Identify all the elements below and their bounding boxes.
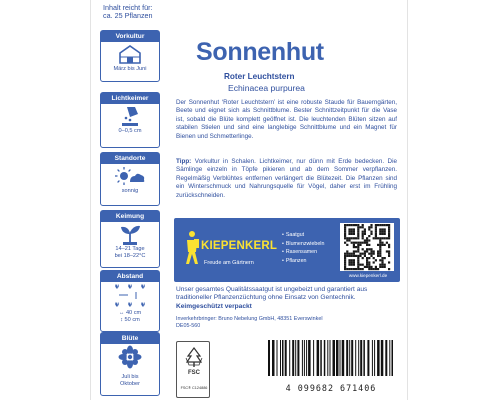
brand-slogan: Freude am Gärtnern bbox=[204, 260, 254, 266]
sidebar-box-standorte bbox=[100, 152, 160, 206]
seed-sowing-icon bbox=[101, 104, 159, 128]
sun-cloud-icon bbox=[101, 164, 159, 188]
sidebar-box-keimung bbox=[100, 210, 160, 268]
content-info-line1: Inhalt reicht für: bbox=[103, 3, 153, 12]
barcode-number: 4 099682 671406 bbox=[285, 383, 377, 393]
sidebar-text: bei 18–22°C bbox=[114, 253, 146, 259]
content-info-line2: ca. 25 Pflanzen bbox=[103, 11, 153, 21]
fsc-code: FSC® C124886 bbox=[180, 386, 208, 390]
greenhouse-icon bbox=[101, 42, 159, 66]
product-title: Sonnenhut bbox=[196, 38, 324, 66]
sidebar-text: ↔ 40 cm bbox=[118, 310, 142, 316]
brand-name: KIEPENKERL bbox=[201, 240, 278, 252]
brand-banner bbox=[174, 218, 400, 282]
packaging-note: Keimgeschützt verpackt bbox=[176, 303, 252, 310]
seedling-icon bbox=[101, 222, 159, 246]
latin-name: Echinacea purpurea bbox=[228, 83, 305, 93]
sidebar-text: 0–0,5 cm bbox=[118, 128, 142, 134]
list-item: • Blumenzwiebeln bbox=[282, 240, 324, 249]
sidebar-title: Vorkultur bbox=[101, 31, 159, 42]
distributor-code: DE05-560 bbox=[176, 323, 201, 330]
list-item: • Rasensamen bbox=[282, 248, 324, 257]
fsc-title: FSC bbox=[188, 370, 200, 376]
list-item: • Saatgut bbox=[282, 231, 324, 240]
product-range-list bbox=[282, 231, 324, 265]
sidebar-box-bluete bbox=[100, 332, 160, 396]
sidebar-title: Abstand bbox=[101, 271, 159, 282]
fsc-tree-icon bbox=[184, 346, 204, 373]
kiepenkerl-logo-icon bbox=[184, 230, 200, 271]
qr-code bbox=[340, 223, 394, 271]
sidebar-title: Lichtkeimer bbox=[101, 93, 159, 104]
sidebar-box-lichtkeimer bbox=[100, 92, 160, 148]
fsc-label bbox=[176, 341, 210, 398]
description-text: Der Sonnenhut ‘Roter Leuchtstern’ ist eine robuste Staude für Bauerngärten, Beete und eignet sich als Schnittblume. Bester Schnittzeitpunkt für die Vase ist, sobald die Blüte komplett geöffnet ist. Die leuchtenden Blüten sitzen auf stabilen Stielen und sind eine langlebige Schnittblume und ein Magnet für Bienen und Schmetterlinge. bbox=[176, 99, 397, 140]
tip-text bbox=[176, 158, 397, 200]
sidebar-box-vorkultur bbox=[100, 30, 160, 82]
sidebar-text: Juli bis bbox=[121, 374, 139, 380]
distributor-line: Inverkehrbringer: Bruno Nebelung GmbH, 48351 Everswinkel bbox=[176, 316, 323, 322]
flower-icon bbox=[101, 344, 159, 374]
content-info bbox=[103, 4, 173, 21]
sidebar-text: Oktober bbox=[120, 381, 140, 387]
list-item: • Pflanzen bbox=[282, 257, 324, 266]
distributor-info bbox=[176, 316, 323, 331]
spacing-icon bbox=[101, 282, 159, 310]
quality-guarantee: Unser gesamtes Qualitätssaatgut ist ungebeizt und garantiert aus traditioneller Pflanzenzüchtung ohne Einsatz von Gentechnik. bbox=[176, 286, 368, 302]
sidebar-box-abstand bbox=[100, 270, 160, 332]
barcode bbox=[262, 340, 400, 393]
sidebar-title: Blüte bbox=[101, 333, 159, 344]
tip-label: Tipp: bbox=[176, 158, 192, 165]
tip-body: Vorkultur in Schalen. Lichtkeimer, nur dünn mit Erde bedecken. Die Sämlinge einzeln in Töpfe pikieren und ab dem Sommer verpflanzen. Regelmäßig Verblühtes entfernen verlängert die Blütezeit. Die Pflanzen sind ein Winterschmuck und Nahrungsquelle für Vögel, daher erst im Frühling zurückschneiden. bbox=[176, 158, 397, 199]
sidebar-text: sonnig bbox=[121, 188, 139, 194]
brand-url: www.kiepenkerl.de bbox=[348, 273, 388, 278]
variety-name: Roter Leuchtstern bbox=[224, 72, 295, 81]
sidebar-text: ↕ 50 cm bbox=[120, 317, 140, 323]
sidebar-title: Standorte bbox=[101, 153, 159, 164]
sidebar-text: 14–21 Tage bbox=[115, 246, 145, 252]
sidebar-title: Keimung bbox=[101, 211, 159, 222]
sidebar-text: März bis Juni bbox=[113, 66, 147, 72]
